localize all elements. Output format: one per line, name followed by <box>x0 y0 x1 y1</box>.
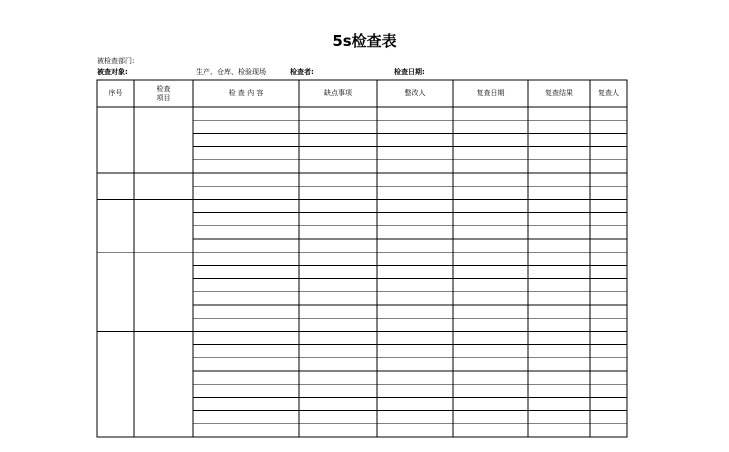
header-seq: 序号 <box>108 89 123 97</box>
object-label: 被查对象: <box>97 68 128 76</box>
header-defect: 缺点事项 <box>324 89 352 97</box>
header-recheck-date: 复查日期 <box>476 89 505 97</box>
page-title: 5s检查表 <box>332 32 397 50</box>
header-recheck-result: 复查结果 <box>545 89 573 97</box>
header-rectifier: 整改人 <box>404 89 426 97</box>
inspector-label: 检查者: <box>290 68 314 76</box>
object-value: 生产、仓库、检验现场 <box>196 68 266 76</box>
header-item-line1: 检查 <box>156 84 171 93</box>
dept-label: 被检查部门: <box>97 57 135 65</box>
header-content: 检 查 内 容 <box>228 89 264 97</box>
header-item <box>134 80 193 107</box>
header-item-line2: 项目 <box>156 93 171 102</box>
date-label: 检查日期: <box>394 68 425 76</box>
header-rechecker: 复查人 <box>598 89 619 97</box>
